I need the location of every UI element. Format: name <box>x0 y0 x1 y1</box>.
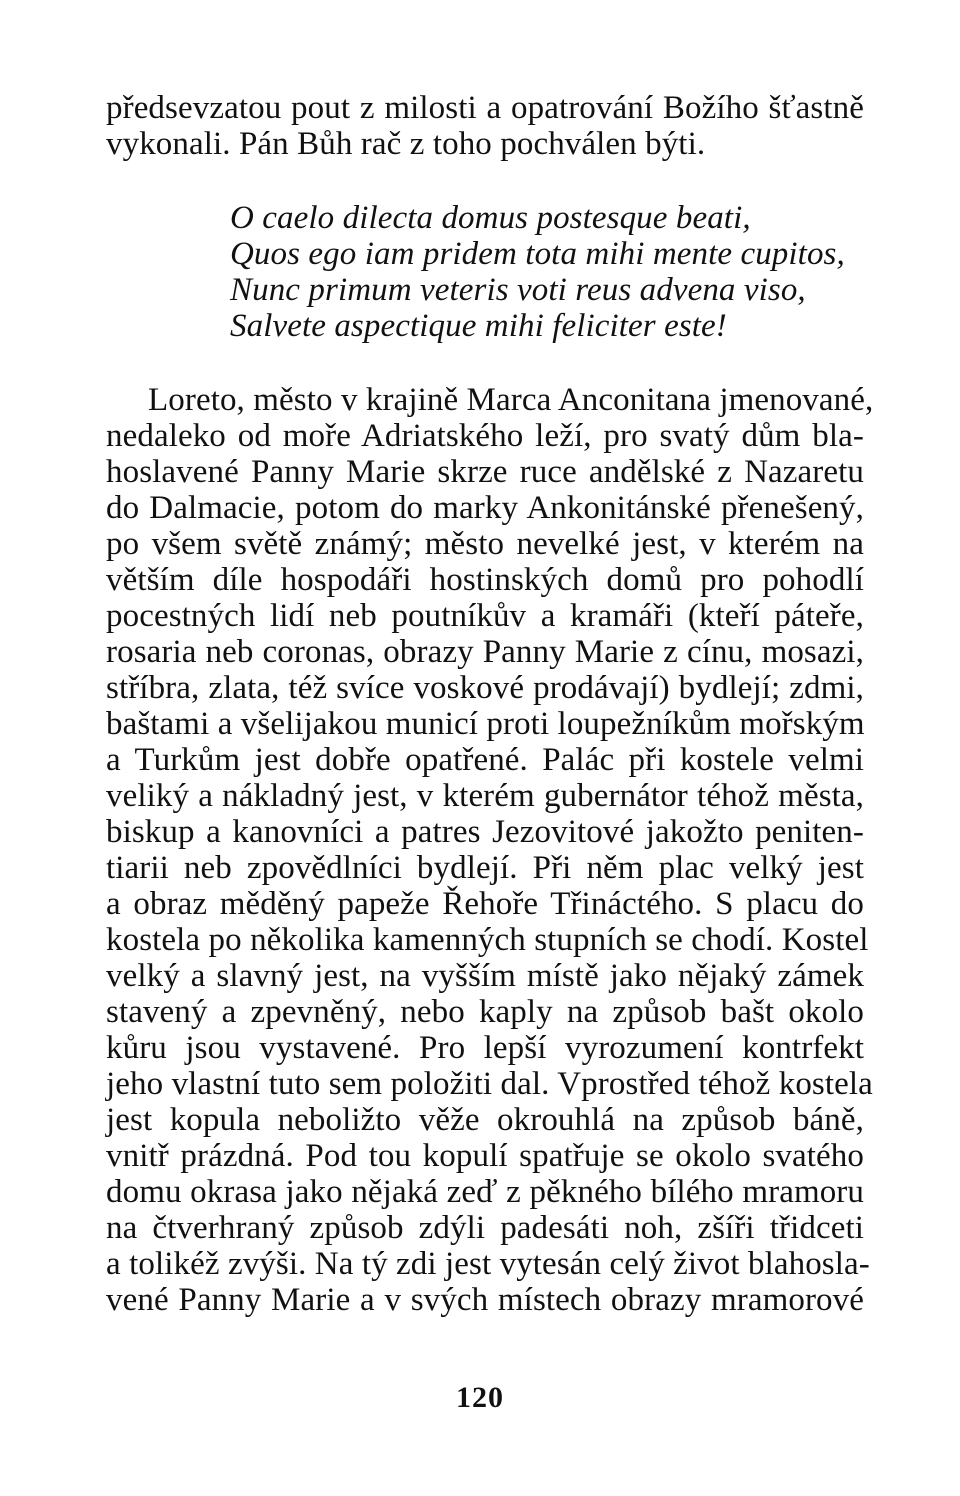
paragraph-line: nedaleko od moře Adriatského leží, pro svatý dům bla- <box>106 418 864 454</box>
verse-line: O caelo dilecta domus postesque beati, <box>230 200 751 236</box>
paragraph-line: vené Panny Marie a v svých místech obrazy mramorové <box>106 1282 864 1318</box>
paragraph-line: domu okrasa jako nějaká zeď z pěkného bílého mramoru <box>106 1174 864 1210</box>
paragraph-line: jest kopula neboližto věže okrouhlá na způsob báně, <box>106 1102 864 1138</box>
paragraph-line: stříbra, zlata, též svíce voskové prodávají) bydlejí; zdmi, <box>106 670 864 706</box>
paragraph-line: hoslavené Panny Marie skrze ruce andělské z Nazaretu <box>106 454 864 490</box>
verse-line: Quos ego iam pridem tota mihi mente cupitos, <box>230 236 845 272</box>
paragraph-line: vnitř prázdná. Pod tou kopulí spatřuje se okolo svatého <box>106 1138 864 1174</box>
paragraph-line: jeho vlastní tuto sem položiti dal. Vprostřed téhož kostela <box>106 1066 873 1102</box>
paragraph-line: pocestných lidí neb poutníkův a kramáři (kteří páteře, <box>106 598 864 634</box>
paragraph-line: kostela po několika kamenných stupních se chodí. Kostel <box>106 922 869 958</box>
paragraph-line: a tolikéž zvýši. Na tý zdi jest vytesán celý život blahosla- <box>106 1246 870 1282</box>
verse-line: Salvete aspectique mihi feliciter este! <box>230 308 727 344</box>
paragraph-line: a Turkům jest dobře opatřené. Palác při kostele velmi <box>106 742 864 778</box>
paragraph-line: kůru jsou vystavené. Pro lepší vyrozumení kontrfekt <box>106 1030 864 1066</box>
paragraph-line: Loreto, město v krajině Marca Anconitana jmenované, <box>148 382 874 418</box>
paragraph-line: a obraz měděný papeže Řehoře Třináctého. S placu do <box>106 886 864 922</box>
paragraph-line: rosaria neb coronas, obrazy Panny Marie z cínu, mosazi, <box>106 634 864 670</box>
paragraph-line: do Dalmacie, potom do marky Ankonitánské přenešený, <box>106 490 864 526</box>
paragraph-line: baštami a všelijakou municí proti loupežníkům mořským <box>106 706 865 742</box>
page-number: 120 <box>456 1381 504 1414</box>
intro-line: vykonali. Pán Bůh rač z toho pochválen býti. <box>106 126 706 162</box>
intro-line: předsevzatou pout z milosti a opatrování Božího šťastně <box>106 90 864 126</box>
paragraph-line: stavený a zpevněný, nebo kaply na způsob bašt okolo <box>106 994 864 1030</box>
verse-line: Nunc primum veteris voti reus advena viso, <box>230 272 806 308</box>
paragraph-line: větším díle hospodáři hostinských domů pro pohodlí <box>106 562 864 598</box>
paragraph-line: na čtverhraný způsob zdýli padesáti noh, zšíři třidceti <box>106 1210 864 1246</box>
paragraph-line: po všem světě známý; město nevelké jest, v kterém na <box>106 526 864 562</box>
paragraph-line: velký a slavný jest, na vyšším místě jako nějaký zámek <box>106 958 864 994</box>
paragraph-line: tiarii neb zpovědlníci bydlejí. Při něm plac velký jest <box>106 850 864 886</box>
paragraph-line: veliký a nákladný jest, v kterém gubernátor téhož města, <box>106 778 864 814</box>
paragraph-line: biskup a kanovníci a patres Jezovitové jakožto peniten- <box>106 814 864 850</box>
